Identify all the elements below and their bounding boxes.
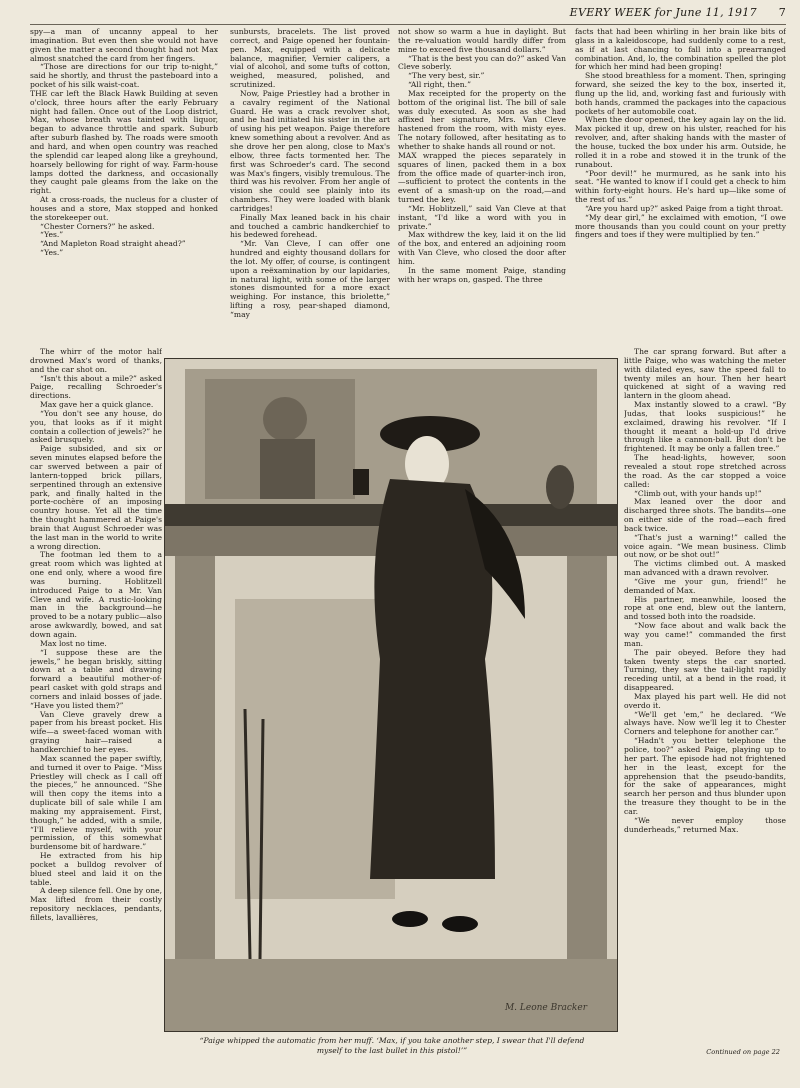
paragraph: “Now face about and walk back the way you came!” commanded the first man. — [624, 621, 786, 648]
paragraph: sunbursts, bracelets. The list proved correct, and Paige opened her fountain-pen. Max, equipped with a delicate balance, magnifier, Vernier calipers, a vial of alcohol, and some tufts of cotton, weighed, measured, polished, and scrutinized. — [230, 28, 390, 90]
paragraph: In the same moment Paige, standing with her wraps on, gasped. The three — [398, 265, 566, 284]
paragraph: “Mr. Hoblitzell,” said Van Cleve at that instant, “I'd like a word with you in private.” — [398, 203, 566, 231]
paragraph: A deep silence fell. One by one, Max lifted from their costly repository necklaces, pendants, fillets, lavallières, — [30, 886, 162, 922]
paragraph: Finally Max leaned back in his chair and touched a cambric handkerchief to his bedewed forehead. — [230, 212, 390, 240]
paragraph: “Climb out, with your hands up!” — [634, 488, 762, 498]
paragraph: “Those are directions for our trip to-night,” said he shortly, and thrust the pasteboard into a pocket of his silk waist-coat. — [30, 62, 218, 90]
paragraph: When the door opened, the key again lay on the lid. Max picked it up, drew on his ulster, reached for his revolver, and, after shaking hands with the master of the house, tucked the box under his arm. Outside, he rolled it in a robe and stowed it in the trunk of the runabout. — [575, 115, 786, 169]
paragraph: “Isn't this about a mile?” asked Paige, recalling Schroeder's directions. — [30, 373, 162, 401]
paragraph: “All right, then.” — [408, 80, 471, 90]
header-rule — [30, 24, 786, 25]
illustrator-signature: M. Leone Bracker — [504, 1003, 587, 1013]
paragraph: “And Mapleton Road straight ahead?” — [40, 239, 186, 249]
paragraph: His partner, meanwhile, loosed the rope at one end, blew out the lantern, and tossed both into the roadside. — [624, 594, 786, 622]
page-number: 7 — [778, 6, 786, 19]
column-4-bottom — [624, 348, 786, 1058]
paragraph: Paige subsided, and six or seven minutes elapsed before the car swerved between a pair of lantern-topped brick pillars, serpentined through an extensive park, and finally halted in the porte-cochère of an imposing country house. Yet all the time the thought hammered at Paige's brain that August Schroeder was the last man in the world to write a wrong direction. — [30, 444, 162, 551]
paragraph: The pair obeyed. Before they had taken twenty steps the car snorted. Turning, they saw the tail-light rapidly receding until, at a bend in the road, it disappeared. — [624, 647, 786, 693]
paragraph: MAX wrapped the pieces separately in squares of linen, packed them in a box from the office made of quarter-inch iron,—sufficient to protect the contents in the event of a smash-up on the road,—and turned the key. — [398, 150, 566, 205]
story-illustration — [164, 358, 618, 1032]
paragraph: “We never employ those dunderheads,” returned Max. — [624, 815, 786, 834]
paragraph: At a cross-roads, the nucleus for a cluster of houses and a store, Max stopped and honked the storekeeper out. — [30, 195, 218, 222]
paragraph: Max played his part well. He did not overdo it. — [624, 691, 786, 710]
paragraph: Max scanned the paper swiftly, and turned it over to Paige. “Miss Priestley will check as I call off the pieces,” he announced. “She will then copy the items into a duplicate bill of sale while I am making my appraisement. First, though,” he added, with a smile, “I'll relieve myself, with your permission, of this somewhat burdensome bit of hardware.” — [30, 753, 162, 852]
paragraph: not show so warm a hue in daylight. But the re-valuation would hardly differ from mine to exceed five thousand dollars.” — [398, 28, 566, 54]
paragraph: “I suppose these are the jewels,” he began briskly, sitting down at a table and drawing forward a beautiful mother-of-pearl casket with gold straps and corners and inlaid bosses of jade. “Have you listed them?” — [30, 647, 162, 710]
paragraph: “Poor devil!” he murmured, as he sank into his seat. “He wanted to know if I could get a check to him within forty-eight hours. He's hard up—like some of the rest of us.” — [575, 168, 786, 205]
paragraph: The footman led them to a great room which was lighted at one end only, where a wood fire was burning. Hoblitzell introduced Paige to a Mr. Van Cleve and wife. A rustic-looking man in the background—he proved to be a notary public—also arose awkwardly, bowed, and sat down again. — [30, 550, 162, 639]
column-3 — [398, 28, 566, 348]
running-title: EVERY WEEK for June 11, 1917 — [569, 6, 757, 19]
paragraph: “The very best, sir.” — [408, 71, 485, 81]
paragraph: THE car left the Black Hawk Building at seven o'clock, three hours after the early February night had fallen. Once out of the Loop district, Max, whose breath was tainted with liquor, began to advance throttle and spark. Suburb after suburb flashed by. The roads were smooth and hard, and when open country was reached the splendid car leaped along like a greyhound, hoarsely bellowing for right of way. Farm-house lamps dotted the darkness, and occasionally they caught pale gleams from the lake on the right. — [30, 88, 218, 196]
column-1-top — [30, 28, 218, 348]
paragraph: “Give me your gun, friend!” he demanded of Max. — [624, 576, 786, 595]
paragraph: “My dear girl,” he exclaimed with emotion, “I owe more thousands than you could count on your pretty fingers and toes if they were multiplied by ten.” — [575, 212, 786, 240]
paragraph: “Yes.” — [40, 230, 64, 240]
paragraph: “Are you hard up?” asked Paige from a tight throat. — [585, 203, 784, 213]
paragraph: “Yes.” — [40, 248, 64, 258]
paragraph: “You don't see any house, do you, that looks as if it might contain a collection of jewels?” he asked brusquely. — [30, 408, 162, 445]
paragraph: She stood breathless for a moment. Then, springing forward, she seized the key to the box, inserted it, flung up the lid, and, working fast and furiously with both hands, crammed the packages into the capacious pockets of her automobile coat. — [575, 71, 786, 116]
running-header — [500, 6, 786, 24]
column-1-bottom — [30, 348, 162, 1083]
column-4-top — [575, 28, 786, 348]
paragraph: Max gave her a quick glance. — [40, 400, 154, 410]
paragraph: spy—a man of uncanny appeal to her imagination. But even then she would not have given the matter a second thought had not Max almost snatched the card from her fingers. — [30, 28, 218, 63]
paragraph: Now, Paige Priestley had a brother in a cavalry regiment of the National Guard. He was a crack revolver shot, and he had initiated his sister in the art of using his pet weapon. Paige therefore knew something about a revolver. And as she drove her pen along, close to Max's elbow, three facts tormented her. The first was Schroeder's card. The second was Max's fingers, visibly tremulous. The third was his revolver. From her angle of vision she could see plainly into its chambers. They were loaded with blank cartridges! — [230, 88, 390, 213]
paragraph: “That is the best you can do?” asked Van Cleve soberly. — [398, 53, 566, 72]
paragraph: Max instantly slowed to a crawl. “By Judas, that looks suspicious!” he exclaimed, drawing his revolver. “If I thought it meant a hold-up I'd drive through like a cannon-ball. But don't be frightened. It may be only a fallen tree.” — [624, 400, 786, 454]
illustration-drawing — [165, 359, 617, 1031]
paragraph: “That's just a warning!” called the voice again. “We mean business. Climb out now, or be shot out!” — [624, 532, 786, 560]
paragraph: “Chester Corners?” he asked. — [40, 221, 155, 231]
paragraph: Max withdrew the key, laid it on the lid of the box, and entered an adjoining room with Van Cleve, who closed the door after him. — [398, 230, 566, 266]
paragraph: He extracted from his hip pocket a bulldog revolver of blued steel and laid it on the table. — [30, 851, 162, 887]
paragraph: “Mr. Van Cleve, I can offer one hundred and eighty thousand dollars for the lot. My offer, of course, is contingent upon a reëxamination by our lapidaries, in natural light, with some of the larger stones dismounted for a more exact weighing. For instance, this briolette,” lifting a rosy, pear-shaped diamond, “may — [230, 239, 390, 319]
paragraph: “We'll get 'em,” he declared. “We always have. Now we'll leg it to Chester Corners and telephone for another car.” — [624, 709, 786, 737]
paragraph: The whirr of the motor half drowned Max's word of thanks, and the car shot on. — [30, 348, 162, 374]
paragraph: The victims climbed out. A masked man advanced with a drawn revolver. — [624, 559, 786, 578]
paragraph: facts that had been whirling in her brain like bits of glass in a kaleidoscope, had suddenly come to a rest, as if at last chancing to fall into a prearranged combination. And, lo, the combination spelled the plot for which her mind had been groping! — [575, 28, 786, 72]
paragraph: The car sprang forward. But after a little Paige, who was watching the meter with dilated eyes, saw the speed fall to twenty miles an hour. Then her heart quickened at sight of a waving red lantern in the gloom ahead. — [624, 348, 786, 401]
paragraph: The head-lights, however, soon revealed a stout rope stretched across the road. As the car stopped a voice called: — [624, 453, 786, 489]
paragraph: Max lost no time. — [40, 638, 107, 648]
paragraph: Max receipted for the property on the bottom of the original list. The bill of sale was duly executed. As soon as she had affixed her signature, Mrs. Van Cleve hastened from the room, with misty eyes. The notary followed, after hesitating as to whether to shake hands all round or not. — [398, 88, 566, 151]
paragraph: “Hadn't you better telephone the police, too?” asked Paige, playing up to her part. The episode had not frightened her in the least, except for the apprehension that the pseudo-bandits, for the sake of appearances, might search her person and thus blunder upon the treasure they thought to be in the car. — [624, 736, 786, 816]
paragraph: Van Cleve gravely drew a paper from his breast pocket. His wife—a sweet-faced woman with graying hair—raised a handkerchief to her eyes. — [30, 709, 162, 754]
illustration-caption: “Paige whipped the automatic from her muff. ‘Max, if you take another step, I swear that I'll defend myself to the last bullet in this pistol!’” — [199, 1036, 585, 1055]
paragraph: Max leaned over the door and discharged three shots. The bandits—one on either side of the road—each fired back twice. — [624, 497, 786, 533]
column-2 — [230, 28, 390, 348]
continued-note: Continued on page 22 — [706, 1048, 780, 1056]
